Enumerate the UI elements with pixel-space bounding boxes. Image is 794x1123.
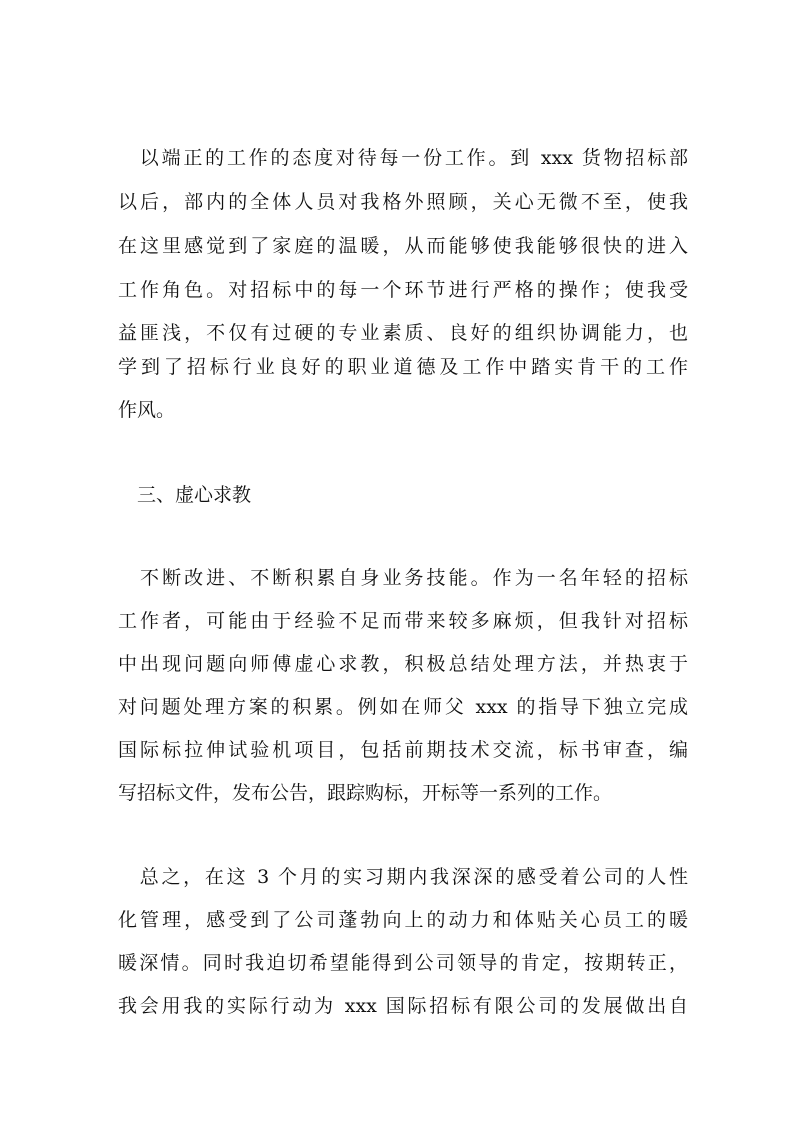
paragraph-1-line-5: 益匪浅，不仅有过硬的专业素质、良好的组织协调能力，也 <box>118 322 688 344</box>
paragraph-3-line-3: 暖深情。同时我迫切希望能得到公司领导的肯定，按期转正， <box>118 952 688 974</box>
paragraph-1-line-7: 作风。 <box>118 399 176 421</box>
section-heading: 三、虚心求教 <box>118 484 252 506</box>
paragraph-1-line-3: 在这里感觉到了家庭的温暖，从而能够使我能够很快的进入 <box>118 235 688 257</box>
paragraph-1-line-1: 以端正的工作的态度对待每一份工作。到 xxx 货物招标部 <box>118 147 688 169</box>
paragraph-2-line-5: 国际标拉伸试验机项目，包括前期技术交流，标书审查，编 <box>118 739 688 761</box>
paragraph-2-line-1: 不断改进、不断积累自身业务技能。作为一名年轻的招标 <box>118 567 688 589</box>
paragraph-3-line-2: 化管理，感受到了公司蓬勃向上的动力和体贴关心员工的暖 <box>118 909 688 931</box>
paragraph-1-line-4: 工作角色。对招标中的每一个环节进行严格的操作；使我受 <box>118 279 688 301</box>
paragraph-2-line-4: 对问题处理方案的积累。例如在师父 xxx 的指导下独立完成 <box>118 696 688 718</box>
paragraph-3-line-1: 总之，在这 3 个月的实习期内我深深的感受着公司的人性 <box>118 866 688 888</box>
paragraph-2-line-3: 中出现问题向师傅虚心求教，积极总结处理方法，并热衷于 <box>118 653 688 675</box>
paragraph-2-line-6: 写招标文件，发布公告，跟踪购标，开标等一系列的工作。 <box>118 782 613 804</box>
paragraph-1-line-2: 以后，部内的全体人员对我格外照顾，关心无微不至，使我 <box>118 191 688 213</box>
paragraph-3-line-4: 我会用我的实际行动为 xxx 国际招标有限公司的发展做出自 <box>118 995 688 1017</box>
paragraph-1-line-6: 学到了招标行业良好的职业道德及工作中踏实肯干的工作 <box>118 356 688 378</box>
paragraph-2-line-2: 工作者，可能由于经验不足而带来较多麻烦，但我针对招标 <box>118 610 688 632</box>
